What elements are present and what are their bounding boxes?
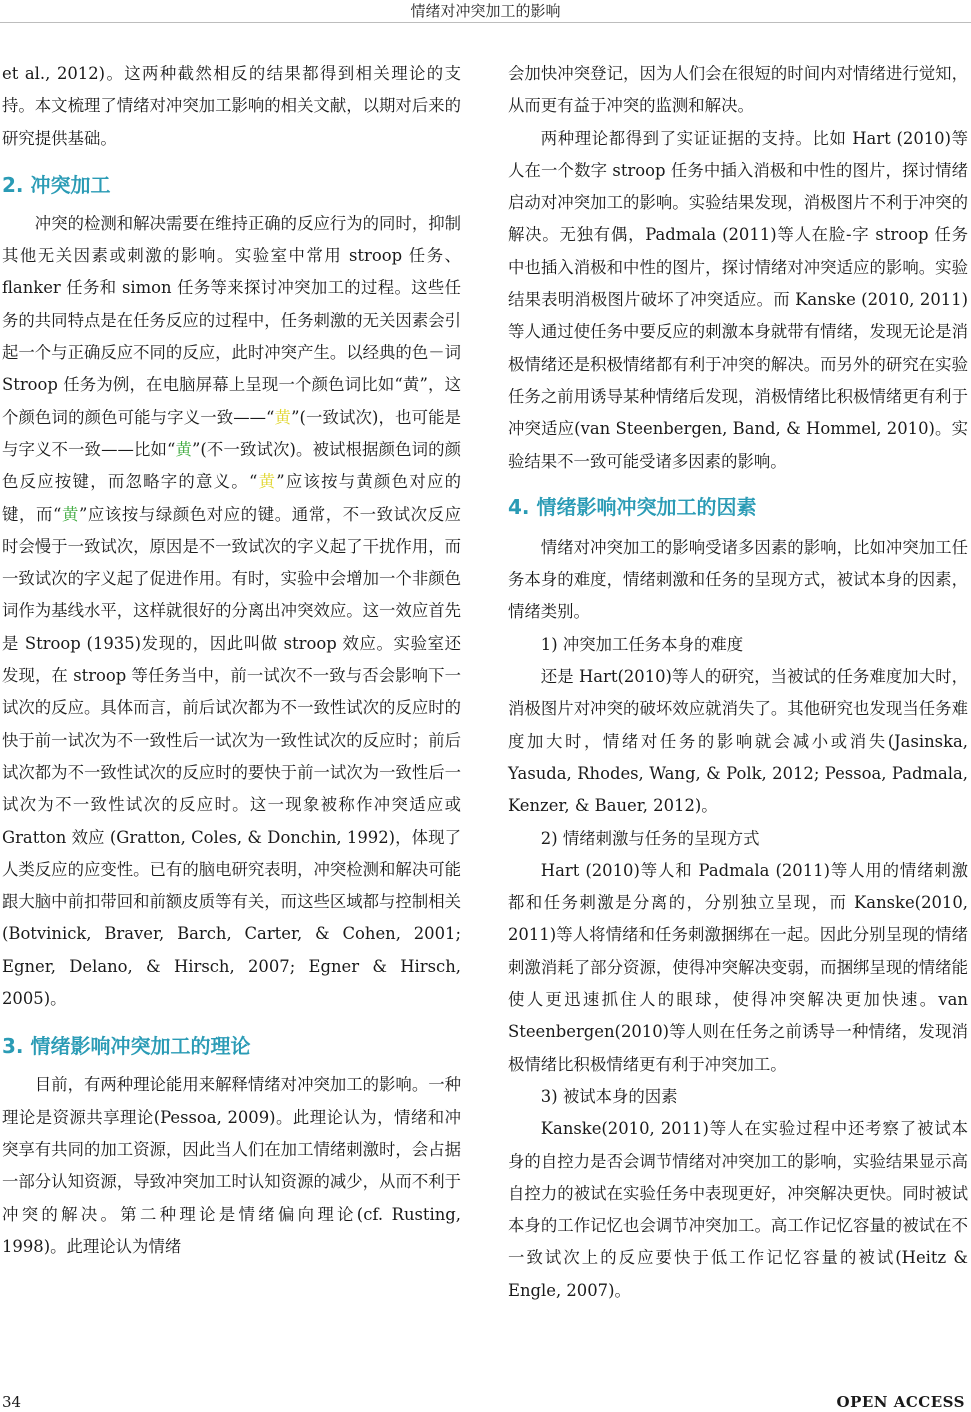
section-3-heading: 3. 情绪影响冲突加工的理论 (2, 1034, 251, 1059)
page-number: 34 (2, 1393, 22, 1411)
text-run: ”应该按与黄颜色对应的键，而“ (2, 472, 461, 524)
left-column (2, 58, 461, 1263)
text-run: ”(一致试次)，也可能是与字义不一致——比如“ (2, 407, 462, 459)
list-item-1-title: 1) 冲突加工任务本身的难度 (540, 634, 744, 654)
text-run: ”(不一致试次)。被试根据颜色词的颜色反应按键，而忽略字的意义。“ (2, 439, 462, 492)
paragraph-empirical-support: 两种理论都得到了实证证据的支持。比如 Hart (2010)等人在一个数字 stroop 任务中插入消极和中性的图片，探讨情绪启动对冲突加工的影响。实验结果发现，消极图片不利于冲突的解决。无独有偶，Padmala (2011)等人在脸-字 stroop 任务中也插入消极和中性的图片，探讨情绪对冲突适应的影响。实验结果表明消极图片破坏了冲突适应。而 Kanske (2010, 2011)等人通过使任务中要反应的刺激本身就带有情绪，发现无论是消极情绪还是积极情绪都有利于冲突的解决。而另外的研究在实验任务之前用诱导某种情绪后发现，消极情绪比积极情绪更有利于冲突适应(van Steenbergen, Band, & Hommel, 2010)。实验结果不一致可能受诸多因素的影响。 (508, 128, 968, 471)
list-item-3-title: 3) 被试本身的因素 (540, 1086, 678, 1106)
paragraph-theories: 目前，有两种理论能用来解释情绪对冲突加工的影响。一种理论是资源共享理论(Pessoa, 2009)。此理论认为，情绪和冲突享有共同的加工资源，因此当人们在加工情绪刺激时，会占据一部分认知资源，导致冲突加工时认知资源的减少，从而不利于冲突的解决。第二种理论是情绪偏向理论(cf. Rusting, 1998)。此理论认为情绪 (2, 1075, 461, 1256)
right-column (508, 58, 968, 1307)
stroop-word-yellow-example: 黄 (257, 472, 277, 492)
stroop-word-yellow-congruent: 黄 (274, 407, 292, 427)
text-run: ”应该按与绿颜色对应的键。通常，不一致试次反应时会慢于一致试次，原因是不一致试次的字义起了干扰作用，而一致试次的字义起了促进作用。有时，实验中会增加一个非颜色词作为基线水平，这样就很好的分离出冲突效应。这一效应首先是 Stroop (1935)发现的，因此叫做 stroop 效应。实验室还发现，在 stroop 等任务当中，前一试次不一致与否会影响下一试次的反应。具体而言，前后试次都为不一致性试次的反应时的快于前一试次为不一致性后一试次为一致性试次的反应时；前后试次都为不一致性试次的反应时的要快于前一试次为一致性后一试次为不一致性试次的反应时。这一现象被称作冲突适应或 Gratton 效应 (Gratton, Coles, & Donchin, 1992)，体现了人类反应的应变性。已有的脑电研究表明，冲突检测和解决可能跟大脑中前扣带回和前额皮质等有关，而这些区域都与控制相关(Botvinick, Braver, Barch, Carter, & Cohen, 2001; Egner, Delano, & Hirsch, 2007; Egner & Hirsch, 2005)。 (2, 504, 461, 1009)
paragraph-task-difficulty: 还是 Hart(2010)等人的研究，当被试的任务难度加大时，消极图片对冲突的破坏效应就消失了。其他研究也发现当任务难度加大时，情绪对任务的影响就会减小或消失(Jasinska, Yasuda, Rhodes, Wang, & Polk, 2012; Pessoa, Padmala, Kenzer, & Bauer, 2012)。 (508, 667, 968, 816)
open-access-label: OPEN ACCESS (836, 1393, 965, 1411)
section-2-heading: 2. 冲突加工 (2, 172, 111, 197)
text-run: 冲突的检测和解决需要在维持正确的反应行为的同时，抑制其他无关因素或刺激的影响。实验室中常用 stroop 任务、flanker 任务和 simon 任务等来探讨冲突加工的过程。这些任务的共同特点是在任务反应的过程中，任务刺激的无关因素会引起一个与正确反应不同的反应，此时冲突产生。以经典的色－词 Stroop 任务为例，在电脑屏幕上呈现一个颜色词比如“黄”，这个颜色词的颜色可能与字义一致——“ (2, 213, 461, 427)
paragraph-factors-intro: 情绪对冲突加工的影响受诸多因素的影响，比如冲突加工任务本身的难度，情绪刺激和任务的呈现方式，被试本身的因素，情绪类别。 (508, 537, 968, 622)
list-item-2-title: 2) 情绪刺激与任务的呈现方式 (540, 828, 760, 848)
running-header: 情绪对冲突加工的影响 (410, 2, 561, 20)
paragraph-presentation-mode: Hart (2010)等人和 Padmala (2011)等人用的情绪刺激都和任务刺激是分离的，分别独立呈现，而 Kanske(2010, 2011)等人将情绪和任务刺激捆绑在一起。因此分别呈现的情绪刺激消耗了部分资源，使得冲突解决变弱，而捆绑呈现的情绪能使人更迅速抓住人的眼球，使得冲突解决更加快速。van Steenbergen(2010)等人则在任务之前诱导一种情绪，发现消极情绪比积极情绪更有利于冲突加工。 (508, 860, 968, 1074)
paragraph-theories-continued: 会加快冲突登记，因为人们会在很短的时间内对情绪进行觉知，从而更有益于冲突的监测和解决。 (508, 64, 968, 116)
paragraph-participant-factors: Kanske(2010, 2011)等人在实验过程中还考察了被试本身的自控力是否会调节情绪对冲突加工的影响，实验结果显示高自控力的被试在实验任务中表现更好，冲突解决更快。同时被试本身的工作记忆也会调节冲突加工。高工作记忆容量的被试在不一致试次上的反应要快于低工作记忆容量的被试(Heitz & Engle, 2007)。 (508, 1119, 968, 1300)
stroop-word-green-example: 黄 (61, 504, 79, 524)
paragraph-conflict-processing (2, 208, 461, 1015)
header-rule (0, 22, 971, 23)
stroop-word-green-incongruent: 黄 (175, 439, 193, 459)
paragraph-intro-continued: et al., 2012)。这两种截然相反的结果都得到相关理论的支持。本文梳理了情绪对冲突加工影响的相关文献，以期对后来的研究提供基础。 (2, 64, 461, 148)
section-4-heading: 4. 情绪影响冲突加工的因素 (508, 494, 757, 519)
